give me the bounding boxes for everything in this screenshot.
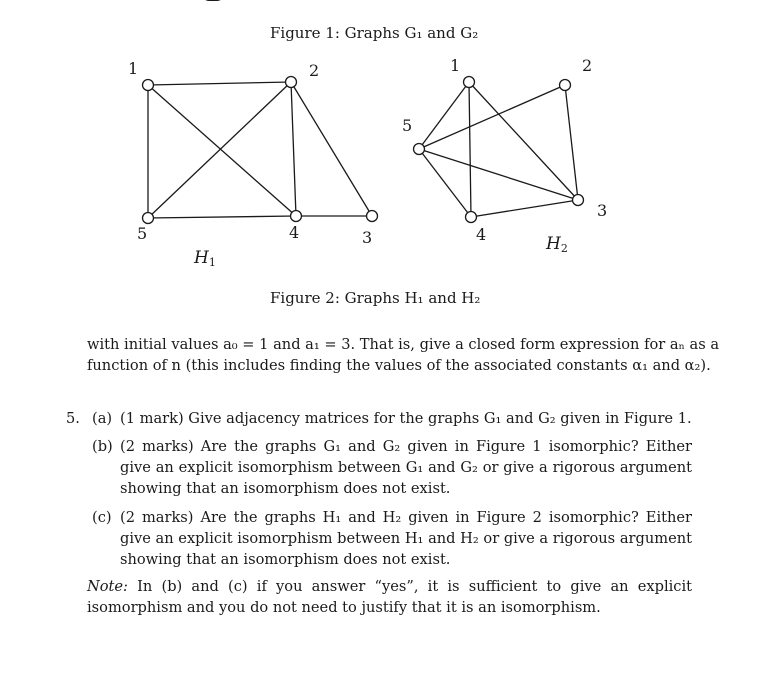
graph-h2-label — [546, 234, 568, 255]
figure1-caption: Figure 1: Graphs G₁ and G₂ — [270, 24, 479, 42]
h1-vertex-label-3: 3 — [362, 228, 373, 247]
h2-vertex-3 — [573, 195, 584, 206]
question-number: 5. — [66, 410, 80, 427]
graph-h1-label-name: H — [194, 248, 209, 268]
h2-edge-1-4 — [469, 82, 471, 217]
h2-edge-2-3 — [565, 85, 578, 200]
part-b-text: (2 marks) Are the graphs G₁ and G₂ given in Figure 1 isomorphic? Either give an explicit isomorphism between G₁ and G₂ or give a rigorous argument showing that an isomorphism does not exist. — [120, 438, 692, 497]
h1-vertex-label-5: 5 — [137, 224, 148, 243]
h2-vertex-label-2: 2 — [582, 56, 593, 75]
h1-vertex-label-1: 1 — [128, 59, 139, 78]
h2-vertex-5 — [414, 144, 425, 155]
h1-vertex-label-4: 4 — [289, 223, 300, 242]
figure2-caption: Figure 2: Graphs H₁ and H₂ — [270, 289, 481, 307]
graph-h2-label-sub: 2 — [560, 242, 568, 255]
h2-edge-3-4 — [471, 200, 578, 217]
h2-vertex-label-3: 3 — [597, 201, 608, 220]
part-b-label: (b) — [92, 438, 113, 455]
part-a-text: (1 mark) Give adjacency matrices for the graphs G₁ and G₂ given in Figure 1. — [120, 410, 692, 427]
part-a-label: (a) — [92, 410, 113, 427]
h2-vertex-label-4: 4 — [476, 225, 487, 244]
intro-line-1: with initial values a₀ = 1 and a₁ = 3. That is, give a closed form expression for aₙ as a — [87, 336, 720, 353]
graph-h2 — [0, 0, 761, 300]
h2-edge-1-5 — [419, 82, 469, 149]
note-paragraph — [87, 576, 692, 618]
h2-vertex-4 — [466, 212, 477, 223]
h2-edge-4-5 — [419, 149, 471, 217]
note-text: In (b) and (c) if you answer “yes”, it is sufficient to give an explicit isomorphism and you do not need to justify that it is an isomorphism. — [87, 578, 692, 616]
part-c-text: (2 marks) Are the graphs H₁ and H₂ given in Figure 2 isomorphic? Either give an explicit isomorphism between H₁ and H₂ or give a rigorous argument showing that an isomorphism does not exist. — [120, 509, 692, 568]
graph-h1-label — [194, 248, 216, 269]
h1-vertex-label-2: 2 — [309, 61, 320, 80]
graph-h2-label-name: H — [546, 234, 561, 254]
h2-vertex-2 — [560, 80, 571, 91]
h2-vertex-label-5: 5 — [402, 116, 413, 135]
h2-edge-2-5 — [419, 85, 565, 149]
intro-line-2: function of n (this includes finding the values of the associated constants α₁ and α₂). — [87, 357, 711, 374]
h2-vertex-1 — [464, 77, 475, 88]
h2-vertex-label-1: 1 — [450, 56, 461, 75]
part-c-label: (c) — [92, 509, 112, 526]
note-label: Note: — [87, 578, 128, 595]
graph-h1-label-sub: 1 — [208, 256, 216, 269]
